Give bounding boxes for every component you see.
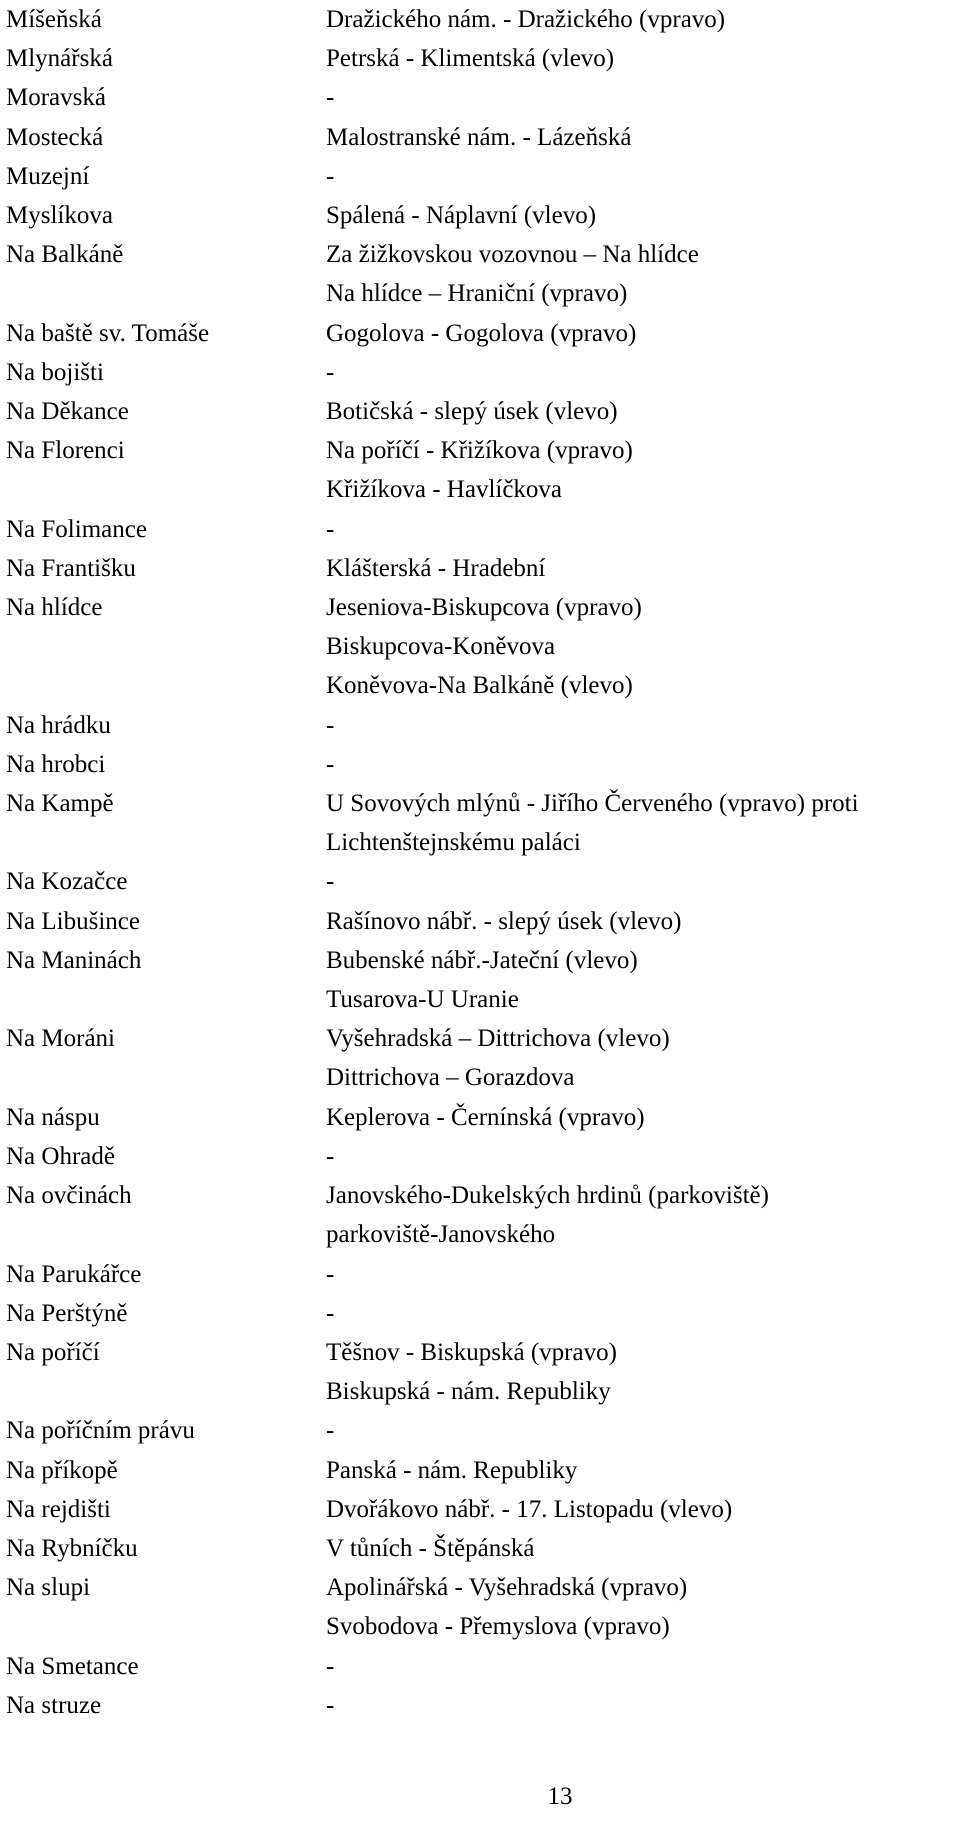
- street-segment: V tůních - Štěpánská: [326, 1534, 535, 1562]
- street-segments: [326, 1647, 956, 1686]
- street-name: Míšeňská: [6, 6, 102, 33]
- street-name: Mlynářská: [6, 45, 113, 73]
- street-segments: [326, 784, 956, 862]
- street-entry: [6, 1255, 956, 1294]
- street-segment: Spálená - Náplavní (vlevo): [326, 202, 597, 230]
- street-name: Myslíkova: [6, 202, 113, 230]
- street-entry: [6, 235, 956, 313]
- street-name: Na náspu: [6, 1103, 100, 1131]
- street-entry: [6, 862, 956, 901]
- street-segment: Petrská - Klimentská (vlevo): [326, 45, 615, 73]
- street-segment: Biskupcova-Koněvova: [326, 633, 556, 661]
- street-entry: [6, 941, 956, 1019]
- street-name: Na slupi: [6, 1574, 91, 1602]
- street-segments: [326, 862, 956, 901]
- street-segment: -: [326, 711, 335, 739]
- page-number: 13: [547, 1783, 573, 1810]
- street-segment: -: [326, 1652, 335, 1680]
- street-entry: [6, 1294, 956, 1333]
- street-segments: [326, 1686, 956, 1725]
- street-segments: [326, 549, 956, 588]
- street-entry: [6, 510, 956, 549]
- street-segments: [326, 1294, 956, 1333]
- street-entry: [6, 392, 956, 431]
- street-name: Na struze: [6, 1691, 102, 1719]
- street-name: Na příkopě: [6, 1456, 118, 1484]
- street-name: Na Františku: [6, 554, 136, 582]
- street-segment: Bubenské nábř.-Jateční (vlevo): [326, 946, 638, 974]
- street-segment: Na hlídce – Hraniční (vpravo): [326, 280, 628, 308]
- street-entry: [6, 1411, 956, 1450]
- street-name: Na baště sv. Tomáše: [6, 319, 210, 347]
- street-entry: [6, 431, 956, 509]
- street-segments: [326, 1568, 956, 1646]
- street-segments: [326, 1098, 956, 1137]
- street-segments: [326, 1019, 956, 1097]
- street-segments: [326, 1137, 956, 1176]
- street-name: Na Moráni: [6, 1025, 115, 1053]
- street-entry: [6, 353, 956, 392]
- street-name: Na Kampě: [6, 790, 114, 818]
- street-name: Na Kozačce: [6, 868, 128, 896]
- street-entry: [6, 118, 956, 157]
- street-segment: Lichtenštejnskému paláci: [326, 829, 581, 857]
- street-segments: [326, 510, 956, 549]
- street-name: Muzejní: [6, 162, 90, 190]
- street-segments: [326, 745, 956, 784]
- street-segment: -: [326, 1142, 335, 1170]
- street-name: Na ovčinách: [6, 1182, 132, 1210]
- street-segment: Za žižkovskou vozovnou – Na hlídce: [326, 241, 699, 269]
- street-segment: Svobodova - Přemyslova (vpravo): [326, 1613, 670, 1641]
- street-segments: [326, 1529, 956, 1568]
- street-entry: [6, 1568, 956, 1646]
- street-segments: [326, 118, 956, 157]
- street-segment: Gogolova - Gogolova (vpravo): [326, 319, 637, 347]
- street-segment: -: [326, 868, 335, 896]
- street-entry: [6, 745, 956, 784]
- street-segments: [326, 431, 956, 509]
- street-segments: [326, 353, 956, 392]
- street-segments: [326, 78, 956, 117]
- street-name: Na Balkáně: [6, 241, 124, 269]
- street-name: Na hrádku: [6, 711, 111, 739]
- street-entry: [6, 157, 956, 196]
- street-segment: U Sovových mlýnů - Jiřího Červeného (vpravo) proti: [326, 790, 859, 818]
- street-segment: -: [326, 1691, 335, 1719]
- street-segment: Apolinářská - Vyšehradská (vpravo): [326, 1574, 688, 1602]
- street-list: [6, 0, 956, 1725]
- street-segments: [326, 0, 956, 39]
- street-segment: Tusarova-U Uranie: [326, 986, 519, 1014]
- street-name: Na Smetance: [6, 1652, 139, 1680]
- street-entry: [6, 314, 956, 353]
- street-segment: -: [326, 84, 335, 112]
- street-segment: -: [326, 358, 335, 386]
- street-segments: [326, 1451, 956, 1490]
- street-name: Na Perštýně: [6, 1299, 128, 1327]
- street-name: Na Maninách: [6, 946, 142, 974]
- street-name: Na rejdišti: [6, 1495, 111, 1523]
- street-segments: [326, 941, 956, 1019]
- street-name: Na Libušince: [6, 907, 140, 935]
- street-segment: Janovského-Dukelských hrdinů (parkoviště): [326, 1182, 769, 1210]
- street-name: Na Ohradě: [6, 1142, 115, 1170]
- street-segment: Biskupská - nám. Republiky: [326, 1378, 611, 1406]
- street-segment: Dvořákovo nábř. - 17. Listopadu (vlevo): [326, 1495, 733, 1523]
- street-entry: [6, 1490, 956, 1529]
- street-segment: Dittrichova – Gorazdova: [326, 1064, 575, 1092]
- street-name: Na Parukářce: [6, 1260, 142, 1288]
- street-entry: [6, 1176, 956, 1254]
- street-entry: [6, 78, 956, 117]
- street-name: Moravská: [6, 84, 106, 112]
- street-name: Na hlídce: [6, 594, 103, 622]
- street-segment: Klášterská - Hradební: [326, 554, 546, 582]
- street-name: Na Folimance: [6, 515, 147, 543]
- street-segments: [326, 1176, 956, 1254]
- street-segments: [326, 392, 956, 431]
- street-segment: Vyšehradská – Dittrichova (vlevo): [326, 1025, 670, 1053]
- street-entry: [6, 1529, 956, 1568]
- street-segment: -: [326, 750, 335, 778]
- street-segment: Těšnov - Biskupská (vpravo): [326, 1338, 617, 1366]
- street-segment: Na poříčí - Křižíkova (vpravo): [326, 437, 633, 465]
- street-name: Mostecká: [6, 123, 104, 151]
- street-entry: [6, 196, 956, 235]
- street-segments: [326, 1255, 956, 1294]
- street-name: Na Rybníčku: [6, 1534, 138, 1562]
- street-segment: Botičská - slepý úsek (vlevo): [326, 398, 618, 426]
- street-entry: [6, 902, 956, 941]
- street-entry: [6, 0, 956, 39]
- street-entry: [6, 549, 956, 588]
- street-entry: [6, 39, 956, 78]
- street-segment: Keplerova - Černínská (vpravo): [326, 1103, 645, 1131]
- street-entry: [6, 1098, 956, 1137]
- street-name: Na poříčním právu: [6, 1417, 195, 1445]
- street-name: Na poříčí: [6, 1338, 100, 1366]
- street-segment: Křižíkova - Havlíčkova: [326, 476, 563, 504]
- street-entry: [6, 1137, 956, 1176]
- street-segments: [326, 235, 956, 313]
- street-segments: [326, 39, 956, 78]
- street-segments: [326, 1333, 956, 1411]
- street-entry: [6, 784, 956, 862]
- street-segment: Malostranské nám. - Lázeňská: [326, 123, 632, 151]
- street-entry: [6, 706, 956, 745]
- street-segment: Panská - nám. Republiky: [326, 1456, 578, 1484]
- street-entry: [6, 1647, 956, 1686]
- street-segments: [326, 157, 956, 196]
- street-segment: -: [326, 1299, 335, 1327]
- street-segments: [326, 706, 956, 745]
- street-entry: [6, 1019, 956, 1097]
- street-name: Na Děkance: [6, 398, 129, 426]
- street-segments: [326, 314, 956, 353]
- street-name: Na hrobci: [6, 750, 106, 778]
- street-entry: [6, 1333, 956, 1411]
- street-segment: -: [326, 515, 335, 543]
- street-segments: [326, 196, 956, 235]
- street-segment: -: [326, 162, 335, 190]
- street-segment: Rašínovo nábř. - slepý úsek (vlevo): [326, 907, 682, 935]
- street-name: Na bojišti: [6, 358, 104, 386]
- street-entry: [6, 588, 956, 706]
- street-segments: [326, 1411, 956, 1450]
- street-segment: Dražického nám. - Dražického (vpravo): [326, 6, 726, 33]
- street-segment: Jeseniova-Biskupcova (vpravo): [326, 594, 642, 622]
- street-segment: -: [326, 1260, 335, 1288]
- street-segment: Koněvova-Na Balkáně (vlevo): [326, 672, 633, 700]
- street-name: Na Florenci: [6, 437, 125, 465]
- street-entry: [6, 1451, 956, 1490]
- street-entry: [6, 1686, 956, 1725]
- street-segment: -: [326, 1417, 335, 1445]
- street-segments: [326, 902, 956, 941]
- street-segments: [326, 588, 956, 706]
- street-segment: parkoviště-Janovského: [326, 1221, 556, 1249]
- street-segments: [326, 1490, 956, 1529]
